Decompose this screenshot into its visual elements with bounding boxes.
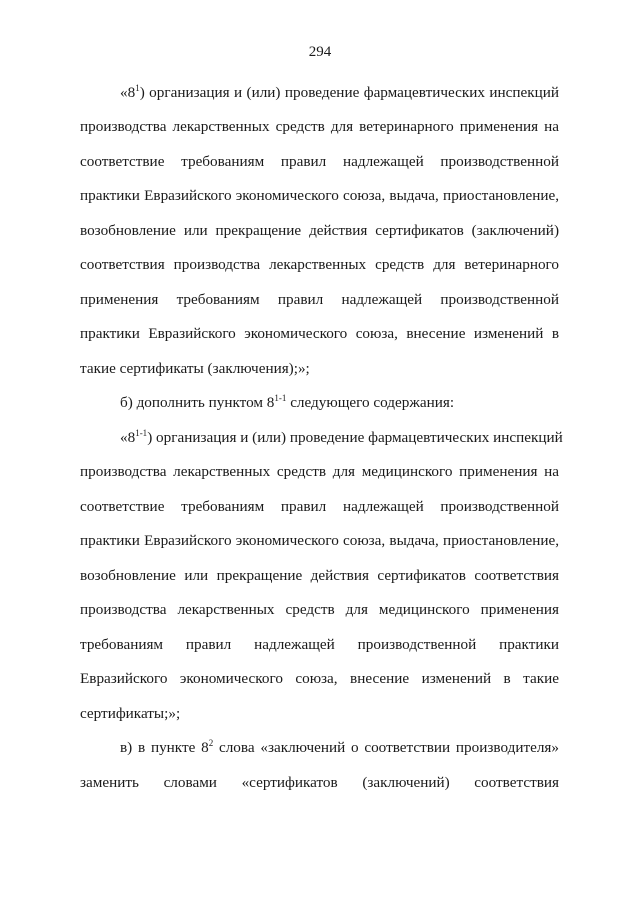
text-line: соответствие требованиям правил надлежащей производственной (80, 498, 559, 515)
text-line: б) дополнить пунктом 8$^{1-1}$ следующего содержания: (120, 392, 455, 411)
text-line: заменить словами «сертификатов (заключений) соответствия (80, 774, 559, 791)
text-line: соответствия производства лекарственных средств для ветеринарного (80, 256, 559, 273)
text-line: практики Евразийского экономического союза, внесение изменений в (80, 325, 559, 342)
text-line: производства лекарственных средств для медицинского применения на (80, 463, 559, 480)
text-line: производства лекарственных средств для ветеринарного применения на (80, 118, 559, 135)
text-line: в) в пункте $8^2$ слова «заключений о соответствии производителя» (120, 737, 559, 756)
text-line: сертификаты;»; (80, 705, 181, 722)
text-line: соответствие требованиям правил надлежащей производственной (80, 153, 559, 170)
text-line: практики Евразийского экономического союза, выдача, приостановление, (80, 187, 559, 204)
page-number: 294 (308, 44, 332, 60)
text-line: требованиям правил надлежащей производственной практики (80, 636, 559, 653)
text-line: производства лекарственных средств для медицинского применения (80, 601, 559, 618)
text-line: практики Евразийского экономического союза, выдача, приостановление, (80, 532, 559, 549)
text-line: «$8^1$) организация и (или) проведение фармацевтических инспекций (120, 82, 559, 101)
text-line: такие сертификаты (заключения);»; (80, 360, 310, 377)
text-line: возобновление или прекращение действия сертификатов (заключений) (80, 222, 559, 239)
text-line: «8$^{1-1}$) организация и (или) проведение фармацевтических инспекций (120, 427, 563, 446)
text-line: возобновление или прекращение действия сертификатов соответствия (80, 567, 559, 584)
text-line: Евразийского экономического союза, внесение изменений в такие (80, 670, 559, 687)
text-line: применения требованиям правил надлежащей производственной (80, 291, 559, 308)
